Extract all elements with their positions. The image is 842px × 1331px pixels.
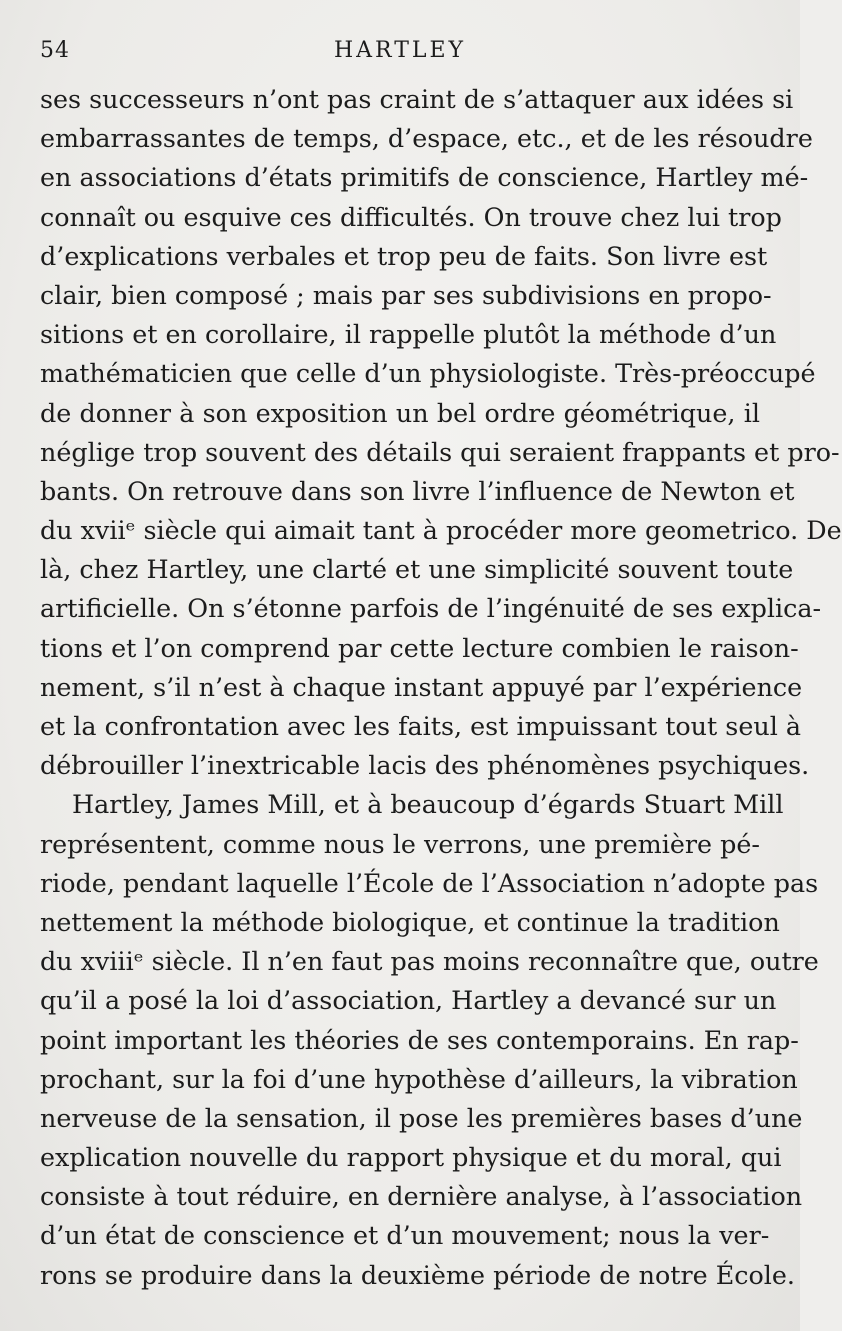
text-line: et la confrontation avec les faits, est impuissant tout seul à [40, 711, 802, 741]
text-line: bants. On retrouve dans son livre l’influence de Newton et [40, 475, 795, 506]
text-line: point important les théories de ses contemporains. En rap- [40, 1024, 799, 1055]
running-title: HARTLEY [333, 38, 467, 63]
paragraph [40, 80, 842, 785]
text-line: qu’il a posé la loi d’association, Hartley a devancé sur un [40, 985, 777, 1016]
text-line: néglige trop souvent des détails qui seraient frappants et pro- [40, 436, 840, 467]
text-line: là, chez Hartley, une clarté et une simplicité souvent toute [40, 554, 794, 585]
text-line: débrouiller l’inextricable lacis des phénomènes psychiques. [40, 750, 810, 781]
text-line: mathématicien que celle d’un physiologiste. Très-préoccupé [40, 358, 816, 389]
text-line: explication nouvelle du rapport physique et du moral, qui [40, 1142, 782, 1173]
text-line: consiste à tout réduire, en dernière analyse, à l’association [40, 1181, 803, 1212]
text-line: d’un état de conscience et d’un mouvement; nous la ver- [40, 1220, 770, 1251]
text-line: nerveuse de la sensation, il pose les premières bases d’une [40, 1102, 803, 1133]
text-line: riode, pendant laquelle l’École de l’Association n’adopte pas [40, 867, 819, 898]
text-line: représentent, comme nous le verrons, une première pé- [40, 828, 760, 859]
text-line: clair, bien composé ; mais par ses subdivisions en propo- [40, 279, 772, 310]
text-line: rons se produire dans la deuxième période de notre École. [40, 1259, 795, 1290]
text-line: sitions et en corollaire, il rappelle plutôt la méthode d’un [40, 319, 777, 350]
text-line: d’explications verbales et trop peu de faits. Son livre est [40, 240, 768, 271]
page-header [0, 36, 800, 70]
text-line: connaît ou esquive ces difficultés. On trouve chez lui trop [40, 201, 782, 232]
text-line: Hartley, James Mill, et à beaucoup d’égards Stuart Mill [72, 789, 784, 820]
body-text [40, 80, 842, 1295]
text-line: prochant, sur la foi d’une hypothèse d’ailleurs, la vibration [40, 1063, 798, 1094]
text-line: de donner à son exposition un bel ordre géométrique, il [40, 397, 760, 428]
text-line: ses successeurs n’ont pas craint de s’attaquer aux idées si [40, 84, 794, 114]
text-line: en associations d’états primitifs de conscience, Hartley mé- [40, 162, 809, 193]
text-line: du xviiᵉ siècle qui aimait tant à procéder more geometrico. De [40, 515, 842, 546]
text-line: tions et l’on comprend par cette lecture combien le raison- [40, 632, 799, 663]
text-line: embarrassantes de temps, d’espace, etc., et de les résoudre [40, 123, 813, 154]
page-number: 54 [40, 38, 70, 63]
show-through-text-bottom [100, 1290, 740, 1318]
text-line: nettement la méthode biologique, et continue la tradition [40, 906, 780, 937]
text-line: artificielle. On s’étonne parfois de l’ingénuité de ses explica- [40, 593, 822, 624]
text-line: nement, s’il n’est à chaque instant appuyé par l’expérience [40, 671, 803, 702]
text-line: du xviiiᵉ siècle. Il n’en faut pas moins reconnaître que, outre [40, 946, 819, 977]
paragraph [40, 785, 819, 1294]
